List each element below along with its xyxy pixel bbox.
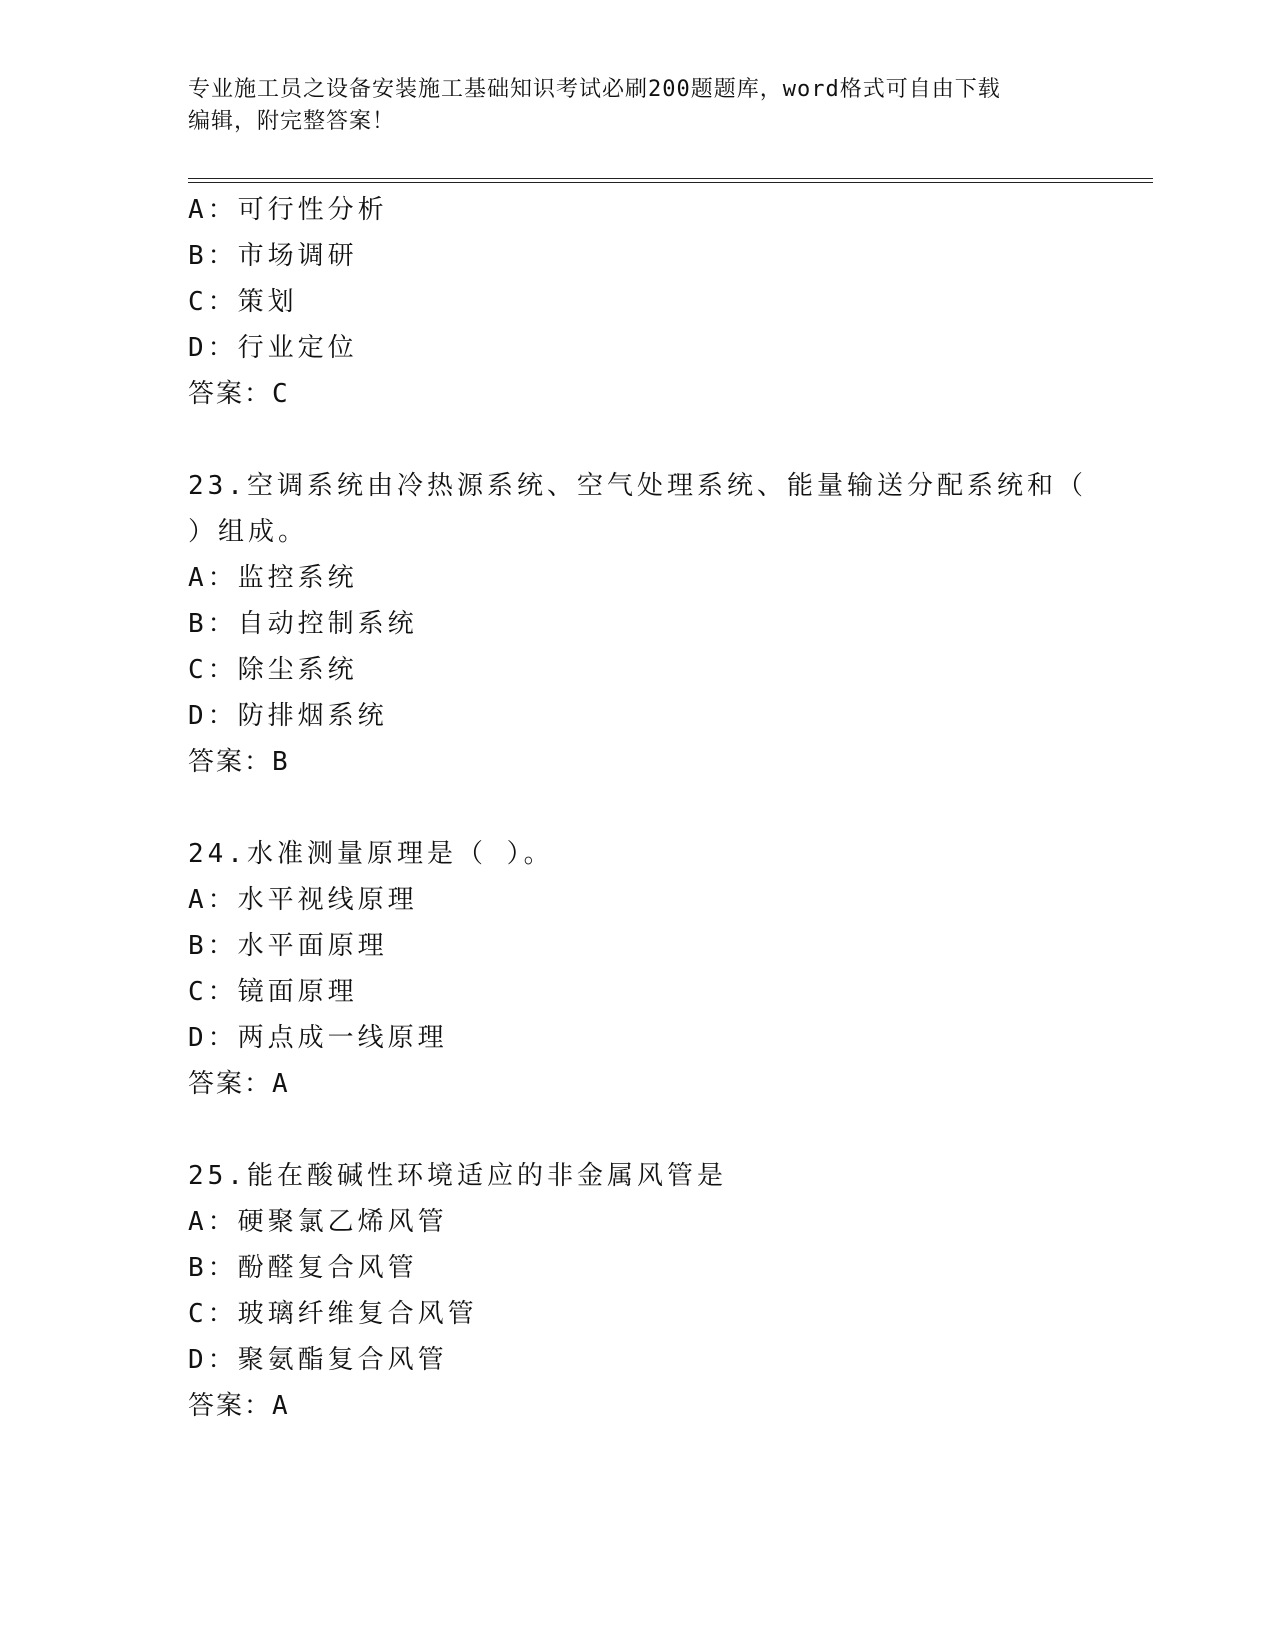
spacer: [188, 785, 1188, 831]
option-a: A：水平视线原理: [188, 885, 418, 915]
answer-label: 答案：: [188, 747, 273, 777]
question-list: [188, 187, 1188, 1429]
question-stem: 25.能在酸碱性环境适应的非金属风管是: [188, 1161, 727, 1191]
answer-value: C: [272, 379, 290, 409]
answer-label: 答案：: [188, 379, 273, 409]
answer-value: A: [272, 1069, 290, 1099]
answer-label: 答案：: [188, 1391, 273, 1421]
option-b: B：水平面原理: [188, 931, 388, 961]
answer-line: [188, 1383, 1188, 1429]
answer-line: [188, 371, 1188, 417]
option-a: A：监控系统: [188, 563, 358, 593]
answer-line: [188, 1061, 1188, 1107]
spacer: [188, 1107, 1188, 1153]
option-d: D：两点成一线原理: [188, 1023, 448, 1053]
option-c: C：玻璃纤维复合风管: [188, 1299, 478, 1329]
question-stem-continued: ）组成。: [188, 517, 309, 547]
option-d: D：行业定位: [188, 333, 358, 363]
question-stem: 24.水准测量原理是（ ）。: [188, 839, 554, 869]
question-23: [188, 463, 1188, 785]
answer-value: B: [272, 747, 290, 777]
option-d: D：聚氨酯复合风管: [188, 1345, 448, 1375]
question-25: [188, 1153, 1188, 1429]
answer-value: A: [272, 1391, 290, 1421]
question-stem: 23.空调系统由冷热源系统、空气处理系统、能量输送分配系统和（: [188, 471, 1087, 501]
option-c: C：镜面原理: [188, 977, 358, 1007]
option-c: C：策划: [188, 287, 298, 317]
option-b: B：酚醛复合风管: [188, 1253, 418, 1283]
document-header: [188, 74, 1088, 138]
answer-label: 答案：: [188, 1069, 273, 1099]
option-a: A：硬聚氯乙烯风管: [188, 1207, 448, 1237]
question-24: [188, 831, 1188, 1107]
answer-line: [188, 739, 1188, 785]
option-b: B：市场调研: [188, 241, 358, 271]
option-a: A：可行性分析: [188, 195, 388, 225]
question-22: [188, 187, 1188, 417]
header-title-line-2: 编辑，附完整答案！: [188, 109, 396, 134]
header-title-line-1: 专业施工员之设备安装施工基础知识考试必刷200题题库，word格式可自由下载: [188, 77, 1001, 102]
spacer: [188, 417, 1188, 463]
option-d: D：防排烟系统: [188, 701, 388, 731]
option-b: B：自动控制系统: [188, 609, 418, 639]
option-c: C：除尘系统: [188, 655, 358, 685]
header-double-rule: [188, 178, 1153, 183]
